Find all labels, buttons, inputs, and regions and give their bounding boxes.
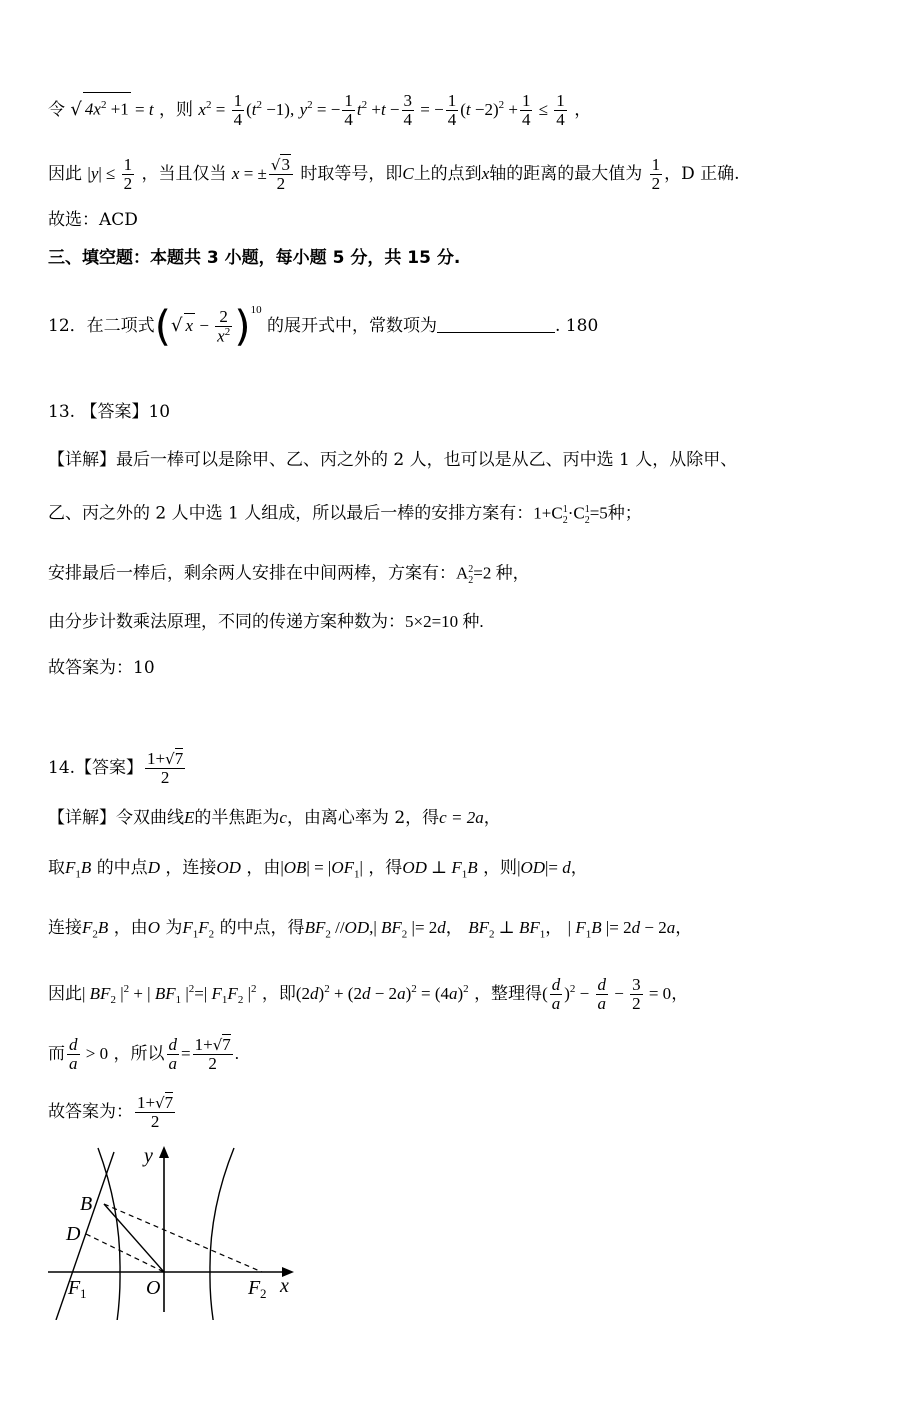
label-F2: F xyxy=(248,1277,261,1299)
text: A xyxy=(456,563,469,583)
q14-detail-2: 取$F_1B$ 的中点D ，连接OD ，由$|OB| = |OF_1|$ ，得OD ⊥ $F_1B$ ，则|OD|= d， xyxy=(48,858,588,881)
segment-OB xyxy=(104,1204,164,1272)
q13-title: 13. 【答案】10 xyxy=(48,402,171,422)
text: ，所以 xyxy=(113,1043,165,1064)
q13-detail-4 xyxy=(48,610,860,634)
q14-detail-4: 因此| $BF_2$ $|^2$ + | $BF_1$ $|^2=|$ $F_1F_2$ $|^2$ ，即$(2d)^2 + (2d - 2a)^2 = (4a)^2$ ，整理得( $\frac{d}{a}$ )$^2$ − $\frac{d}{a}$ − $\frac{3}{2}$ = 0， xyxy=(48,975,689,1013)
text: 时取等号，即 xyxy=(300,163,403,184)
segment-BF2 xyxy=(104,1204,262,1272)
text: ， xyxy=(483,808,501,828)
text: . 180 xyxy=(555,316,599,336)
text: x xyxy=(481,163,490,183)
text: ·C xyxy=(567,503,585,523)
text: ，D 正确. xyxy=(664,163,740,184)
text: E xyxy=(184,808,195,827)
q14-detail-6: 故答案为： $\frac{1+√7}{2}$ xyxy=(48,1093,174,1131)
text: ，当且仅当 xyxy=(141,163,227,184)
text: 【详解】令双曲线 xyxy=(48,808,184,828)
text: 而 xyxy=(48,1043,65,1064)
text: ，由 xyxy=(246,858,281,878)
label-F2-sub: 2 xyxy=(260,1286,267,1301)
left-branch xyxy=(98,1148,120,1320)
text: 由分步计数乘法原理，不同的传递方案种数为： xyxy=(48,612,405,632)
solution-line-1: 令 √ $4x^2 +1 = t$ ，则 $x^2$ = $\frac{1}{4}$ $(t^2 -1)$, $y^2$ = − $\frac{1}{4}$ $t^2 +t$ − $\frac{3}{4}$ = − $\frac{1}{4}$ $(t -2)^2$ + $\frac{1}{4}$ ≤ $\frac{1}{4}$ ， xyxy=(48,91,592,129)
text: ，即 xyxy=(261,983,296,1004)
label-F1: F xyxy=(68,1277,81,1299)
text: 安排最后一棒后，剩余两人安排在中间两棒，方案有： xyxy=(48,563,456,584)
text: ， xyxy=(574,99,592,120)
q13-detail-1: 【详解】最后一棒可以是除甲、乙、丙之外的 2 人，也可以是从乙、丙中选 1 人，从除甲、 xyxy=(48,450,738,470)
solution-line-3: 故选：ACD xyxy=(48,210,138,230)
text: ，由离心率为 2，得 xyxy=(286,808,440,828)
text: ，整理得 xyxy=(474,983,543,1004)
text: C xyxy=(402,163,414,183)
text: =5种； xyxy=(589,503,642,523)
text: ，由 xyxy=(113,918,148,938)
q14-detail-3: 连接$F_2B$ ，由O 为$F_1F_2$ 的中点，得$BF_2$ //OD,| $BF_2$ |= 2d， $BF_2$ ⊥ $BF_1$， | $F_1B$ |= 2d − 2a， xyxy=(48,918,693,941)
text: c xyxy=(279,808,287,827)
label-D: D xyxy=(66,1223,81,1245)
hyperbola-figure xyxy=(46,1140,306,1320)
text: 14.【答案】 xyxy=(48,757,144,778)
label-B: B xyxy=(80,1193,93,1215)
text: =2 种， xyxy=(473,563,530,583)
text: 乙、丙之外的 2 人中选 1 人组成，所以最后一棒的安排方案有： xyxy=(48,503,534,524)
text: 1+C xyxy=(533,503,563,523)
q14-detail-5: 而 $\frac{d}{a}$ > 0 ，所以 $\frac{d}{a}$ = $\frac{1+√7}{2}$ . xyxy=(48,1035,239,1073)
q13-detail-3: 安排最后一棒后，剩余两人安排在中间两棒，方案有：$A^2_2=2$ 种， xyxy=(48,563,530,587)
text: 的展开式中，常数项为 xyxy=(267,316,437,336)
segment-OD xyxy=(86,1234,164,1272)
text: 上的点到 xyxy=(413,163,482,184)
label-O: O xyxy=(146,1277,161,1299)
text: 的中点 xyxy=(96,858,148,878)
y-axis-arrow xyxy=(159,1146,169,1158)
text: 取 xyxy=(48,858,65,878)
label-x: x xyxy=(280,1275,289,1297)
text: 因此 xyxy=(48,983,82,1004)
text: 的半焦距为 xyxy=(194,808,280,828)
solution-line-2: 因此 |y| ≤ $\frac{1}{2}$ ，当且仅当 x = ± $\frac{√3}{2}$ 时取等号，即C上的点到x轴的距离的最大值为 $\frac{1}{2}$ ，D 正确. xyxy=(48,155,740,193)
text: c = 2a xyxy=(439,808,484,827)
text: 5×2=10 种. xyxy=(405,612,484,631)
right-branch xyxy=(210,1148,234,1320)
text: ，得 xyxy=(368,858,403,878)
text: ，连接 xyxy=(165,858,217,878)
text: ，则 xyxy=(159,99,194,120)
text: 的中点，得 xyxy=(219,918,305,938)
q13-detail-5: 故答案为：10 xyxy=(48,658,155,678)
text: 因此 xyxy=(48,163,82,184)
text: 令 xyxy=(48,99,65,120)
q14-title: 14.【答案】 $\frac{1+√7}{2}$ xyxy=(48,749,184,787)
q14-detail-1 xyxy=(48,806,860,830)
text: 轴的距离的最大值为 xyxy=(489,163,643,184)
label-y: y xyxy=(144,1145,153,1167)
text: 为 xyxy=(165,918,183,938)
answer-blank xyxy=(437,314,555,333)
question-12: 12．在二项式(√ x − $\frac{2}{x^2}$ )$^{10}$ 的展开式中，常数项为 . 180 xyxy=(48,301,599,351)
q13-detail-2: 乙、丙之外的 2 人中选 1 人组成，所以最后一棒的安排方案有：$1+C^1_2\cdot C^1_2=5$种； xyxy=(48,503,642,527)
text: 12．在二项式 xyxy=(48,316,155,336)
text: 连接 xyxy=(48,918,82,938)
text: 故答案为： xyxy=(48,1101,133,1122)
text: ，则 xyxy=(483,858,518,878)
label-F1-sub: 1 xyxy=(80,1286,87,1301)
section-heading: 三、填空题：本题共 3 小题，每小题 5 分，共 15 分. xyxy=(48,248,461,268)
